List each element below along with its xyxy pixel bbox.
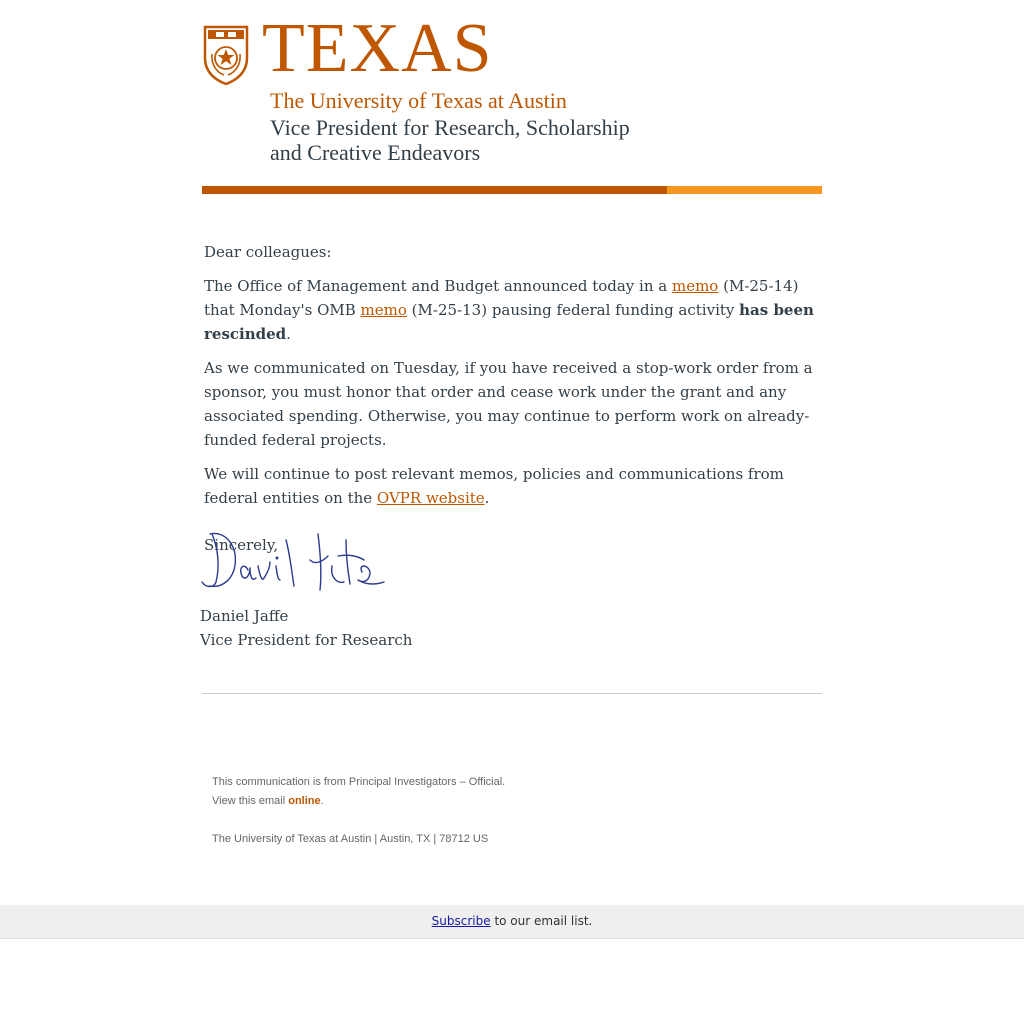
view-online-link[interactable]: online <box>288 795 321 807</box>
footer-view-prefix: View this email <box>212 795 289 807</box>
email-footer <box>212 773 505 849</box>
header-bar-light <box>667 186 822 194</box>
p1-text-a: The Office of Management and Budget announced today in a <box>204 277 672 295</box>
signer-block <box>200 604 412 652</box>
paragraph-1 <box>204 274 824 346</box>
footer-address: The University of Texas at Austin | Austin, TX | 78712 US <box>212 833 489 845</box>
email-header <box>202 10 822 174</box>
footer-source-line: This communication is from Principal Investigators – Official. <box>212 776 506 788</box>
closing: Sincerely, <box>204 536 279 554</box>
memo-m25-13-link[interactable]: memo <box>360 301 407 319</box>
department-name-line2: and Creative Endeavors <box>270 140 481 165</box>
p1-text-b: (M-25-14) that Monday's OMB <box>204 277 799 319</box>
header-bar-dark <box>202 186 667 194</box>
department-name-line1: Vice President for Research, Scholarship <box>270 115 630 140</box>
signer-title: Vice President for Research <box>200 631 413 649</box>
subscribe-link[interactable]: Subscribe <box>431 914 491 928</box>
letter-body <box>204 240 824 567</box>
p3-text-a: We will continue to post relevant memos, policies and communications from federal entities on the <box>204 465 784 507</box>
paragraph-3 <box>204 462 824 510</box>
p3-text-b: . <box>484 489 490 507</box>
subscribe-suffix: to our email list. <box>490 914 593 928</box>
memo-m25-14-link[interactable]: memo <box>671 277 719 295</box>
ut-seal-icon <box>202 24 250 86</box>
p1-text-d: . <box>286 325 291 343</box>
signer-name: Daniel Jaffe <box>200 607 289 625</box>
footer-divider <box>202 693 822 694</box>
university-name: The University of Texas at Austin <box>270 88 567 113</box>
subscribe-bar <box>0 905 1024 939</box>
greeting: Dear colleagues: <box>204 243 332 261</box>
ovpr-website-link[interactable]: OVPR website <box>376 489 485 507</box>
texas-wordmark: TEXAS <box>262 10 493 87</box>
rescinded-bold: has been rescinded <box>204 301 814 343</box>
p1-text-c: (M-25-13) pausing federal funding activity <box>406 301 740 319</box>
handwritten-signature <box>198 526 390 598</box>
footer-view-suffix: . <box>320 795 324 807</box>
footer-view-line <box>212 792 505 811</box>
paragraph-2: As we communicated on Tuesday, if you have received a stop-work order from a sponsor, you must honor that order and cease work under the grant and any associated spending. Otherwise, you may continue to perform work on already-funded federal projects. <box>204 359 813 449</box>
